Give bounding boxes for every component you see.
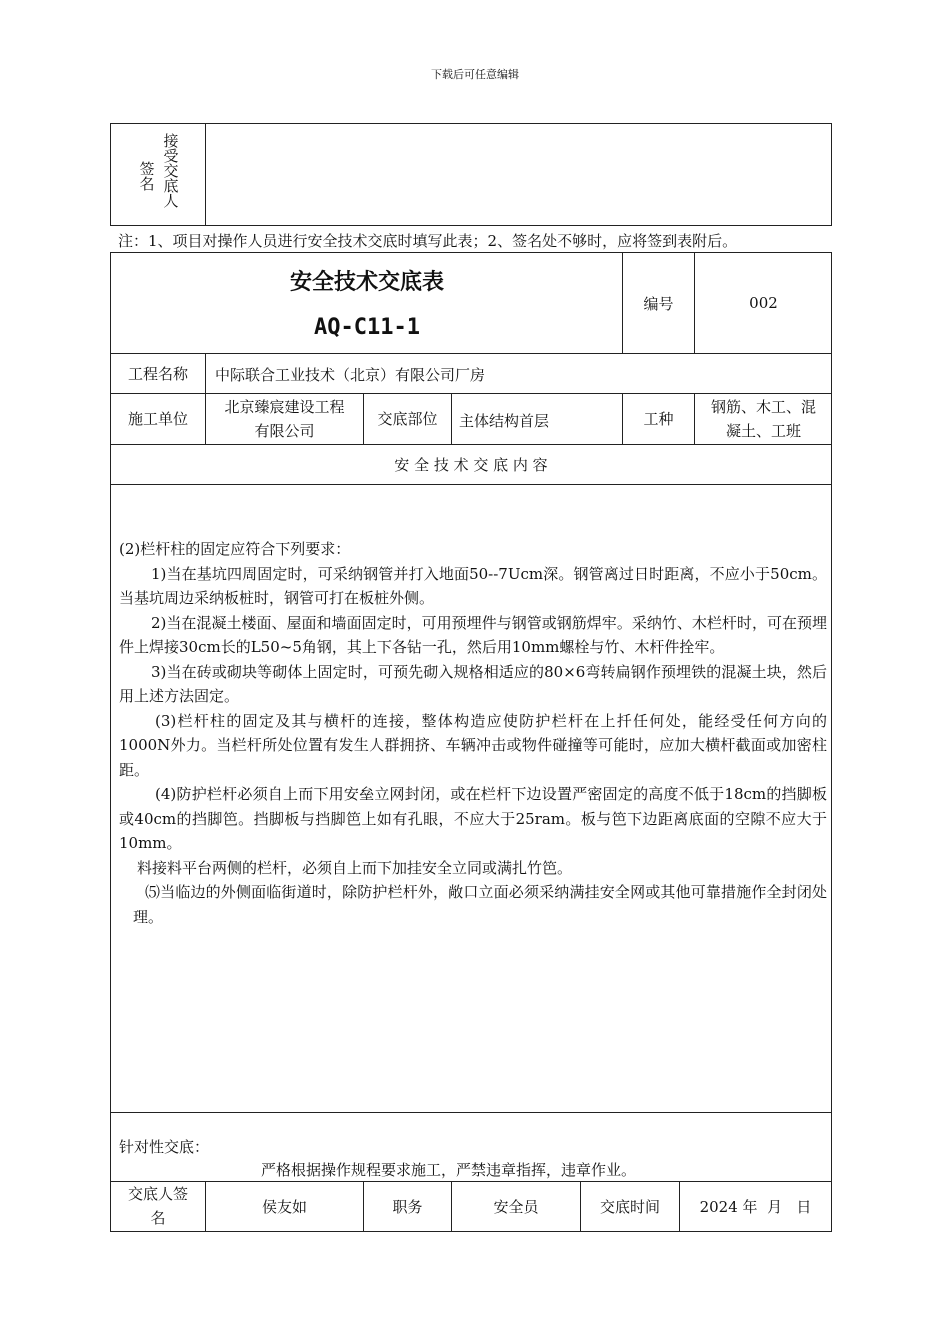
content-paragraph: 3)当在砖或砌块等砌体上固定时，可预先砌入规格相适应的80×6弯转扁钢作预埋铁的混凝土块，然后用上述方法固定。	[119, 662, 827, 705]
content-paragraph: ⑸当临边的外侧面临街道时，除防护栏杆外，敞口立面必须采纳满挂安全网或其他可靠措施作全封闭处理。	[133, 883, 827, 926]
content-heading: 安 全 技 术 交 底 内 容	[394, 455, 548, 474]
signer-label-line1: 交底人签	[127, 1185, 188, 1203]
part-value: 主体结构首层	[459, 412, 550, 430]
unit-label: 施工单位	[127, 410, 188, 428]
content-paragraph: (4)防护栏杆必须自上而下用安垒立网封闭，或在栏杆下边设置严密固定的高度不低于18cm的挡脚板或40cm的挡脚笆。挡脚板与挡脚笆上如有孔眼，不应大于25ram。板与笆下边距离底面的空隙不应大于10mm。	[119, 785, 827, 852]
signature-label-col2: 签名	[139, 160, 155, 193]
content-paragraph: (2)栏杆柱的固定应符合下列要求：	[119, 540, 351, 558]
number-label: 编号	[643, 294, 674, 313]
unit-value-line2: 有限公司	[254, 421, 315, 440]
duty-label: 职务	[392, 1197, 423, 1216]
content-paragraph: 2)当在混凝土楼面、屋面和墙面固定时，可用预埋件与钢管或钢筋焊牢。采纳竹、木栏杆时，可在预埋件上焊接30cm长的L50~5角钢，其上下各钻一孔，然后用10mm螺栓与竹、木杆件拴牢。	[119, 613, 827, 656]
project-label: 工程名称	[127, 364, 188, 383]
specific-text: 严格根据操作规程要求施工，严禁违章指挥，违章作业。	[261, 1161, 637, 1179]
content-body	[119, 537, 827, 929]
unit-value	[206, 393, 363, 444]
part-label: 交底部位	[377, 410, 438, 428]
footnote: 注：1、项目对操作人员进行安全技术交底时填写此表；2、签名处不够时，应将签到表附后。	[118, 232, 738, 250]
trade-value-line1: 钢筋、木工、混	[710, 397, 816, 416]
content-paragraph: 料接料平台两侧的栏杆，必须自上而下加挂安全立同或满扎竹笆。	[137, 858, 573, 877]
signature-label-col1: 接受交底人	[163, 132, 179, 210]
form-title: 安全技术交底表	[289, 270, 444, 295]
page-header-note: 下载后可任意编辑	[431, 68, 519, 81]
signer-label	[111, 1181, 205, 1231]
duty-value[interactable]: 安全员	[493, 1197, 539, 1216]
trade-value	[695, 393, 832, 444]
content-paragraph: (3)栏杆柱的固定及其与横杆的连接，整体构造应使防护栏杆在上扦任何处，能经受任何方向的1000N外力。当栏杆所处位置有发生人群拥挤、车辆冲击或物件碰撞等可能时，应加大横杆截面或加密柱距。	[119, 711, 827, 779]
signature-area[interactable]	[206, 124, 831, 225]
content-paragraph: 1)当在基坑四周固定时，可采纳钢管并打入地面50--7Ucm深。钢管离过日时距离，不应小于50cm。当基坑周边采纳板桩时，钢管可打在板桩外侧。	[119, 564, 827, 607]
unit-value-line1: 北京臻宸建设工程	[224, 397, 345, 416]
time-label: 交底时间	[599, 1197, 660, 1216]
trade-value-line2: 凝土、工班	[725, 421, 801, 440]
project-value: 中际联合工业技术（北京）有限公司厂房	[215, 366, 486, 384]
form-code: AQ-C11-1	[314, 315, 420, 340]
safety-briefing-form	[110, 252, 832, 1232]
number-value: 002	[749, 294, 778, 312]
specific-label: 针对性交底：	[119, 1138, 210, 1156]
signer-label-line2: 名	[150, 1209, 166, 1227]
signature-block	[110, 123, 832, 226]
time-value[interactable]: 2024 年 月 日	[699, 1197, 812, 1216]
signer-value[interactable]: 侯友如	[261, 1197, 307, 1216]
trade-label: 工种	[643, 410, 674, 428]
